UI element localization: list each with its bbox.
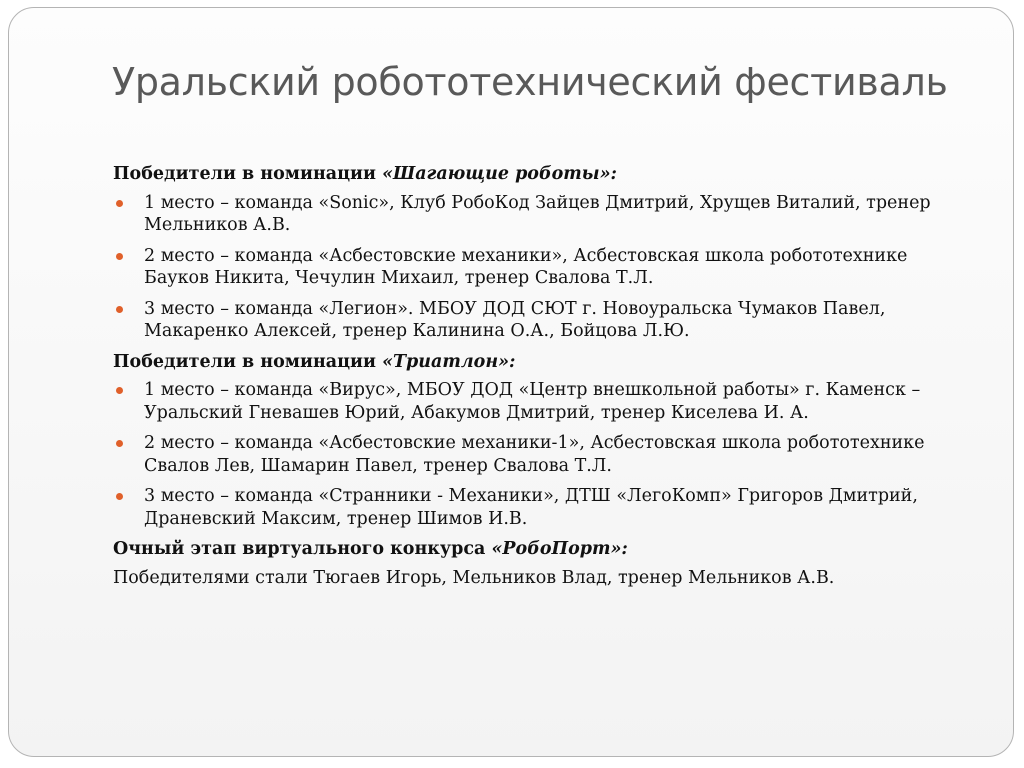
bullet-icon	[116, 440, 123, 447]
heading-nomination: «Триатлон»:	[382, 351, 516, 372]
list-item-text: 1 место – команда «Вирус», МБОУ ДОД «Центр внешкольной работы» г. Каменск – Уральский Гневашев Юрий, Абакумов Дмитрий, тренер Киселева И. А.	[144, 380, 921, 423]
bullet-icon	[116, 493, 123, 500]
section-heading-roboport	[113, 538, 963, 561]
bullet-icon	[116, 200, 123, 207]
winners-list-triathlon	[113, 379, 963, 530]
heading-prefix: Очный этап виртуального конкурса	[113, 539, 492, 559]
list-item	[113, 245, 963, 290]
heading-nomination: «РобоПорт»:	[491, 539, 628, 559]
bullet-icon	[116, 387, 123, 394]
slide-title: Уральский робототехнический фестиваль	[112, 60, 948, 104]
bullet-icon	[116, 306, 123, 313]
list-item	[113, 298, 963, 343]
heading-nomination: «Шагающие роботы»:	[382, 164, 618, 184]
bullet-icon	[116, 253, 123, 260]
list-item-text: 3 место – команда «Легион». МБОУ ДОД СЮТ г. Новоуральска Чумаков Павел, Макаренко Алексей, тренер Калинина О.А., Бойцова Л.Ю.	[144, 298, 886, 341]
list-item	[113, 432, 963, 477]
section-heading-walking-robots	[113, 163, 963, 186]
slide-content	[113, 163, 963, 589]
list-item-text: 1 место – команда «Sonic», Клуб РобоКод Зайцев Дмитрий, Хрущев Виталий, тренер Мельников А.В.	[144, 192, 931, 235]
list-item	[113, 192, 963, 237]
list-item-text: 2 место – команда «Асбестовские механики», Асбестовская школа робототехнике Бауков Никита, Чечулин Михаил, тренер Свалова Т.Л.	[144, 245, 908, 288]
list-item-text: 2 место – команда «Асбестовские механики-1», Асбестовская школа робототехнике Свалов Лев, Шамарин Павел, тренер Свалова Т.Л.	[144, 433, 925, 476]
heading-prefix: Победители в номинации	[113, 351, 383, 372]
list-item	[113, 379, 963, 424]
heading-prefix: Победители в номинации	[113, 164, 383, 184]
list-item-text: 3 место – команда «Странники - Механики», ДТШ «ЛегоКомп» Григоров Дмитрий, Драневский Максим, тренер Шимов И.В.	[144, 486, 918, 529]
roboport-winners-text: Победителями стали Тюгаев Игорь, Мельников Влад, тренер Мельников А.В.	[113, 567, 835, 588]
section-heading-triathlon	[113, 351, 963, 374]
winners-list-walking-robots	[113, 192, 963, 343]
list-item	[113, 485, 963, 530]
